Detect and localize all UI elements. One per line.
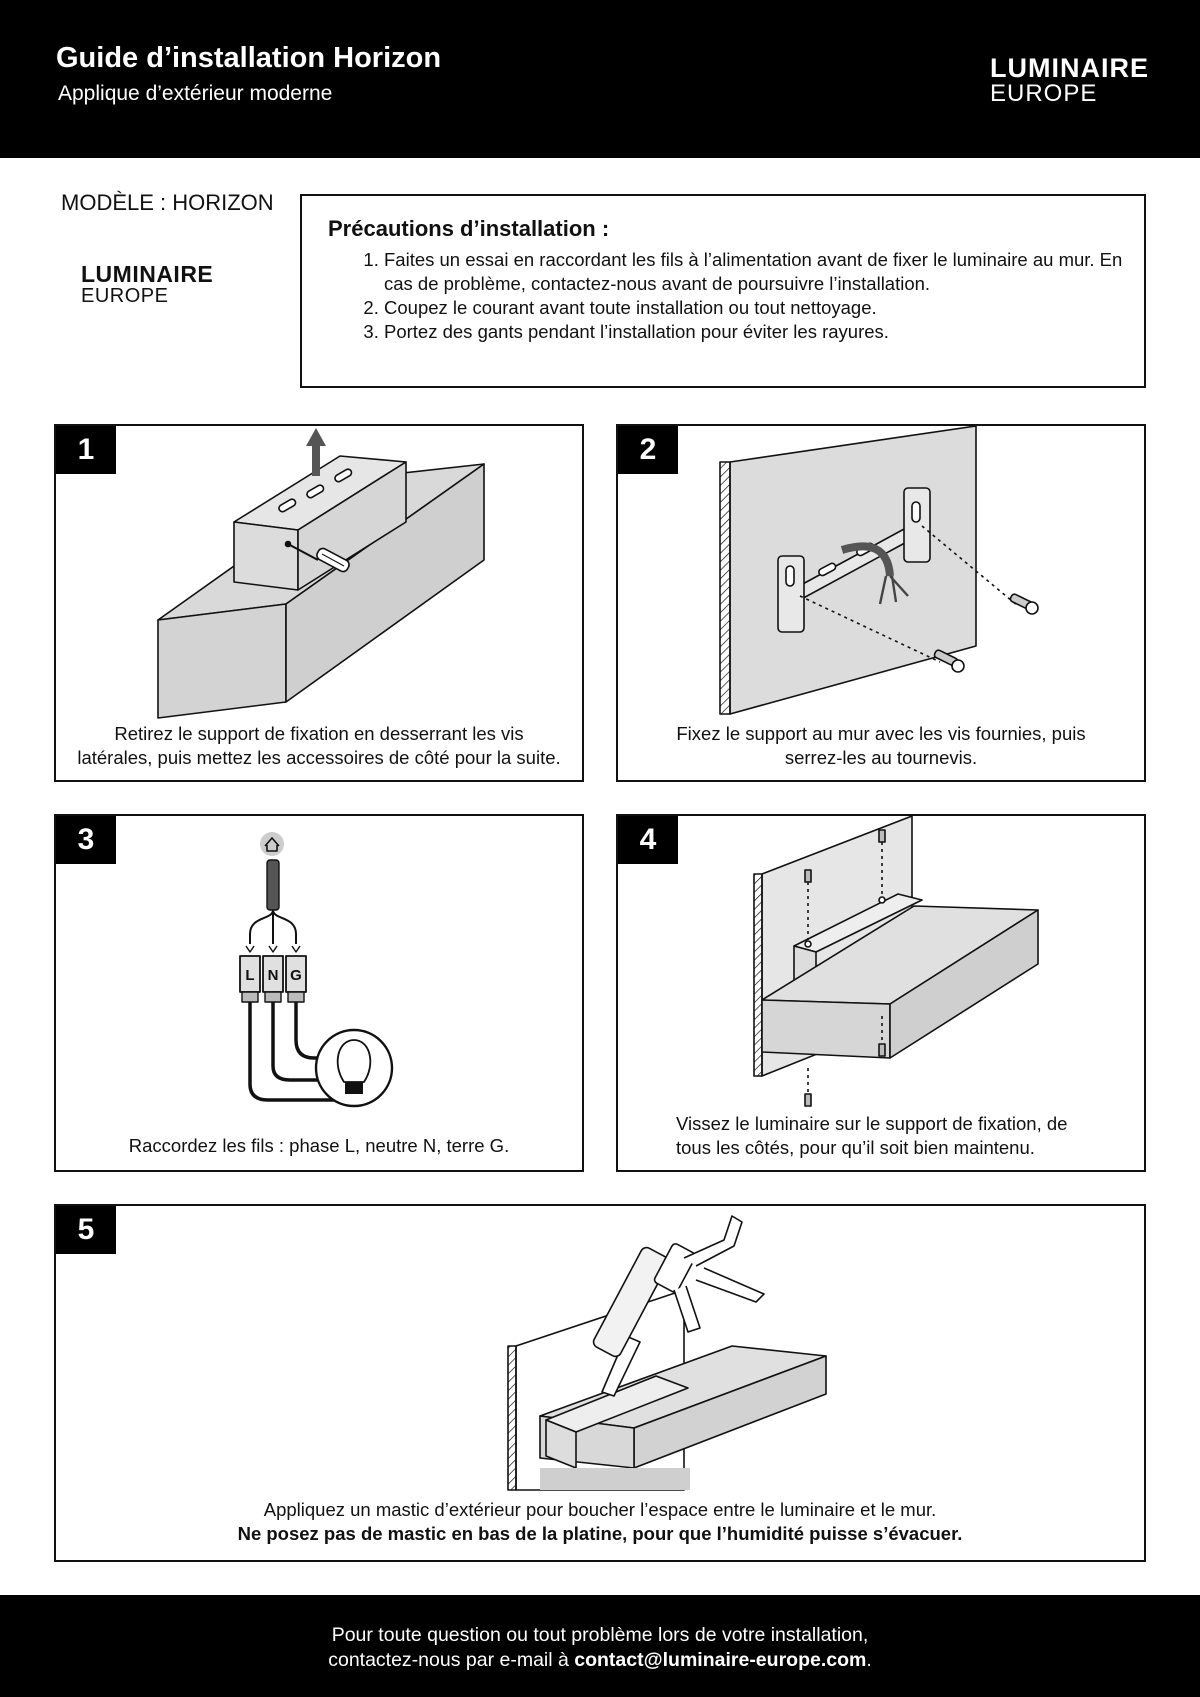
step-2-caption-line1: Fixez le support au mur avec les vis fournies, puis [676,723,1086,744]
page-footer [0,1595,1200,1697]
step-2-panel [616,424,1146,782]
brand-logo-small [81,262,213,307]
contact-email-link[interactable]: contact@luminaire-europe.com [574,1649,867,1671]
precaution-item: 2. Coupez le courant avant toute installation ou tout nettoyage. [384,296,1130,320]
step-5-caption [64,1498,1136,1546]
step-2-caption [626,722,1136,770]
step-5-number: 5 [56,1206,116,1254]
step-4-caption-line1: Vissez le luminaire sur le support de fixation, de [676,1113,1068,1134]
step-2-number: 2 [618,426,678,474]
step-5-caption-line1: Appliquez un mastic d’extérieur pour boucher l’espace entre le luminaire et le mur. [263,1499,937,1520]
footer-line2-suffix: . [866,1649,872,1671]
page-subtitle: Applique d’extérieur moderne [58,82,333,105]
precautions-title: Précautions d’installation : [328,216,610,241]
brand-logo [990,54,1149,106]
precautions-box [300,194,1146,388]
brand-logo-small-line2: EUROPE [81,285,169,307]
step-3-panel [54,814,584,1172]
step-1-caption-line1: Retirez le support de fixation en desserrant les vis [114,723,524,744]
precautions-list [360,248,1130,344]
brand-logo-line2: EUROPE [990,80,1098,107]
brand-logo-small-line1: LUMINAIRE [81,261,214,287]
step-1-caption-line2: latérales, puis mettez les accessoires de côté pour la suite. [77,747,561,768]
step-3-illustration [56,816,582,1170]
footer-line2 [0,1648,1200,1673]
footer-line2-prefix: contactez-nous par e-mail à [328,1649,575,1671]
step-1-number: 1 [56,426,116,474]
step-1-caption [64,722,574,770]
terminal-label-n: N [267,967,279,984]
terminal-label-l: L [245,967,255,984]
bulb-icon [345,1082,363,1094]
step-4-caption [676,1112,1067,1160]
home-icon [260,832,284,856]
step-4-number: 4 [618,816,678,864]
precaution-item: 1. Faites un essai en raccordant les fils à l’alimentation avant de fixer le luminaire au mur. En cas de problème, contactez-nous avant de poursuivre l’installation. [384,248,1130,296]
step-5-caption-warning: Ne posez pas de mastic en bas de la platine, pour que l’humidité puisse s’évacuer. [237,1523,963,1544]
footer-line1: Pour toute question ou tout problème lors de votre installation, [331,1624,869,1646]
step-3-caption: Raccordez les fils : phase L, neutre N, terre G. [128,1135,510,1156]
step-3-number: 3 [56,816,116,864]
brand-logo-line1: LUMINAIRE [990,53,1149,83]
step-4-panel [616,814,1146,1172]
terminal-label-g: G [290,967,302,984]
step-1-panel [54,424,584,782]
page-title: Guide d’installation Horizon [56,42,442,74]
step-5-panel [54,1204,1146,1562]
precaution-item: 3. Portez des gants pendant l’installation pour éviter les rayures. [384,320,1130,344]
step-4-caption-line2: tous les côtés, pour qu’il soit bien maintenu. [676,1137,1035,1158]
page-header [0,0,1200,158]
model-label: MODÈLE : HORIZON [61,190,274,215]
step-2-caption-line2: serrez-les au tournevis. [784,747,978,768]
